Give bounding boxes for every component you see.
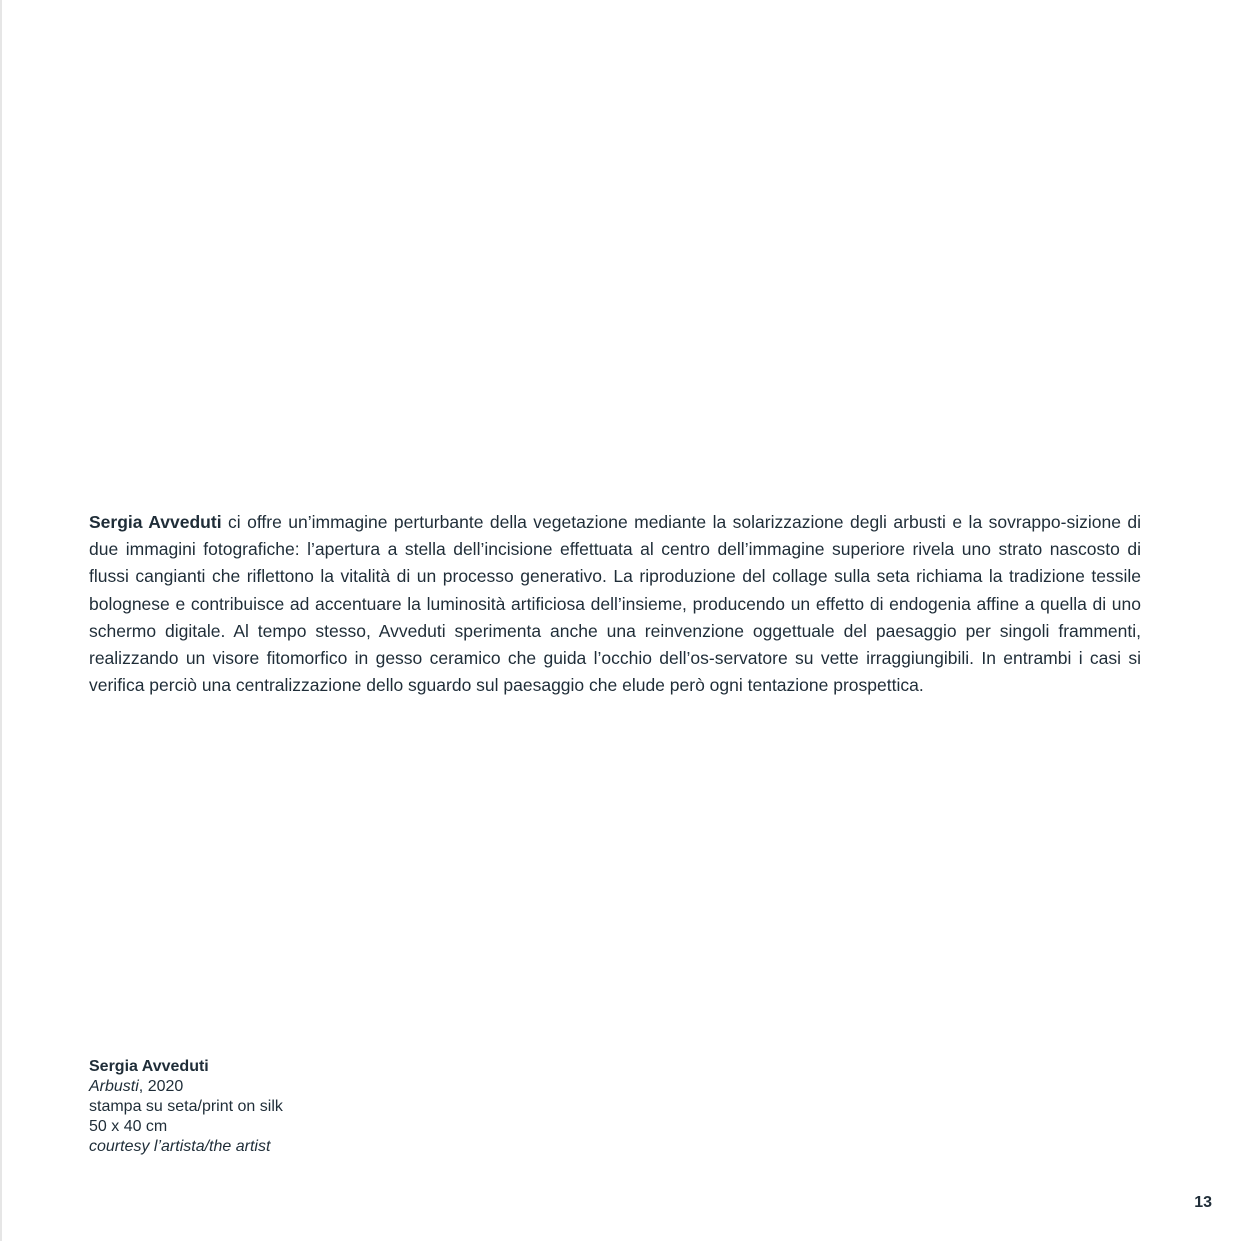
caption-title: Arbusti: [89, 1078, 139, 1095]
artwork-caption: [89, 1057, 489, 1157]
caption-title-line: [89, 1077, 489, 1097]
caption-year: , 2020: [138, 1078, 184, 1095]
page-edge-line: [0, 0, 2, 1241]
artist-name: Sergia Avveduti: [89, 512, 222, 532]
caption-credit: courtesy l’artista/the artist: [89, 1138, 271, 1155]
essay-paragraph: [89, 509, 1141, 699]
caption-medium: stampa su seta/print on silk: [89, 1098, 283, 1115]
caption-artist: Sergia Avveduti: [89, 1058, 209, 1075]
page-number: 13: [1194, 1194, 1212, 1211]
paragraph-text: ci offre un’immagine perturbante della vegetazione mediante la solarizzazione degli arbusti e la sovrappo-sizione di due immagini fotografiche: l’apertura a stella dell’incisione effettuata al centro dell’immagine superiore rivela uno strato nascosto di flussi cangianti che riflettono la vitalità di un processo generativo. La riproduzione del collage sulla seta richiama la tradizione tessile bolognese e contribuisce ad accentuare la luminosità artificiosa dell’insieme, producendo un effetto di endogenia affine a quella di uno schermo digitale. Al tempo stesso, Avveduti sperimenta anche una reinvenzione oggettuale del paesaggio per singoli frammenti, realizzando un visore fitomorfico in gesso ceramico che guida l’occhio dell’os-servatore su vette irraggiungibili. In entrambi i casi si verifica perciò una centralizzazione dello sguardo sul paesaggio che elude però ogni tentazione prospettica.: [89, 512, 1141, 696]
caption-dimensions: 50 x 40 cm: [89, 1118, 168, 1135]
